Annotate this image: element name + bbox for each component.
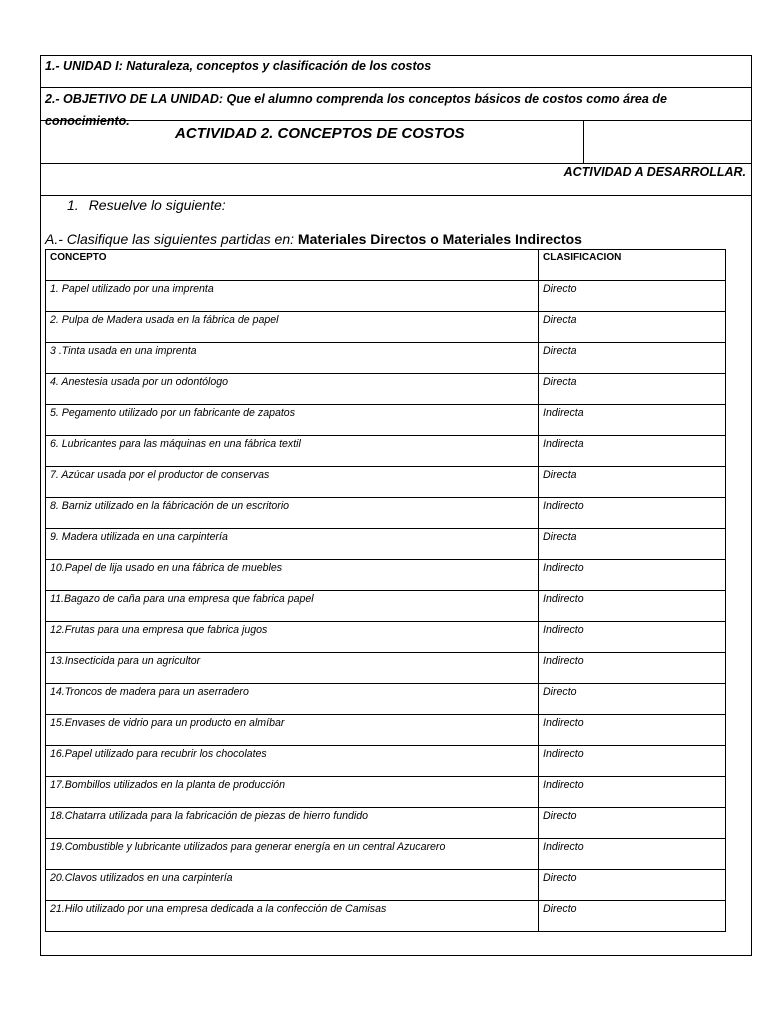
unit-title: 1.- UNIDAD I: Naturaleza, conceptos y clasificación de los costos bbox=[45, 59, 432, 73]
activity-label: ACTIVIDAD A DESARROLLAR. bbox=[563, 165, 746, 179]
concept-cell: 9. Madera utilizada en una carpintería bbox=[46, 529, 539, 560]
concept-cell: 1. Papel utilizado por una imprenta bbox=[46, 281, 539, 312]
table-row bbox=[46, 870, 726, 901]
table-row bbox=[46, 777, 726, 808]
classification-cell: Indirecto bbox=[539, 839, 726, 870]
classification-cell: Indirecto bbox=[539, 498, 726, 529]
concept-cell: 7. Azúcar usada por el productor de conservas bbox=[46, 467, 539, 498]
concept-cell: 12.Frutas para una empresa que fabrica jugos bbox=[46, 622, 539, 653]
table-row bbox=[46, 281, 726, 312]
classification-table bbox=[45, 249, 726, 932]
unit-row bbox=[40, 55, 752, 88]
table-row bbox=[46, 684, 726, 715]
concept-cell: 6. Lubricantes para las máquinas en una fábrica textil bbox=[46, 436, 539, 467]
classification-cell: Directa bbox=[539, 343, 726, 374]
table-row bbox=[46, 498, 726, 529]
concept-cell: 8. Barniz utilizado en la fábricación de un escritorio bbox=[46, 498, 539, 529]
table-row bbox=[46, 529, 726, 560]
classification-cell: Directo bbox=[539, 870, 726, 901]
concept-cell: 11.Bagazo de caña para una empresa que fabrica papel bbox=[46, 591, 539, 622]
objective-row bbox=[40, 88, 752, 128]
concept-cell: 20.Clavos utilizados en una carpintería bbox=[46, 870, 539, 901]
section-bold-text: Materiales Directos o Materiales Indirectos bbox=[297, 231, 582, 247]
classification-cell: Indirecto bbox=[539, 746, 726, 777]
table-row bbox=[46, 560, 726, 591]
classification-cell: Indirecto bbox=[539, 622, 726, 653]
concept-cell: 3 .Tinta usada en una imprenta bbox=[46, 343, 539, 374]
classification-cell: Indirecto bbox=[539, 560, 726, 591]
concept-cell: 16.Papel utilizado para recubrir los chocolates bbox=[46, 746, 539, 777]
classification-cell: Directo bbox=[539, 808, 726, 839]
concept-cell: 13.Insecticida para un agricultor bbox=[46, 653, 539, 684]
table-row bbox=[46, 467, 726, 498]
classification-cell: Directa bbox=[539, 467, 726, 498]
column-header-concepto: CONCEPTO bbox=[46, 250, 539, 281]
unit-objective: 2.- OBJETIVO DE LA UNIDAD: Que el alumno comprenda los conceptos básicos de costos como área de conocimiento. bbox=[45, 92, 667, 128]
section-heading bbox=[45, 231, 582, 247]
section-prefix: A.- Clasifique las siguientes partidas en: bbox=[45, 231, 298, 247]
table-row bbox=[46, 622, 726, 653]
table-row bbox=[46, 591, 726, 622]
table-row bbox=[46, 808, 726, 839]
classification-cell: Directa bbox=[539, 312, 726, 343]
instruction-text: Resuelve lo siguiente: bbox=[88, 197, 226, 213]
table-row bbox=[46, 839, 726, 870]
concept-cell: 4. Anestesia usada por un odontólogo bbox=[46, 374, 539, 405]
activity-label-row bbox=[40, 164, 752, 196]
classification-cell: Indirecto bbox=[539, 591, 726, 622]
table-row bbox=[46, 746, 726, 777]
table-row bbox=[46, 405, 726, 436]
table-row bbox=[46, 343, 726, 374]
table-row bbox=[46, 436, 726, 467]
concept-cell: 2. Pulpa de Madera usada en la fábrica de papel bbox=[46, 312, 539, 343]
activity-title: ACTIVIDAD 2. CONCEPTOS DE COSTOS bbox=[175, 125, 465, 142]
column-header-clasificacion: CLASIFICACION bbox=[539, 250, 726, 281]
cell-divider bbox=[583, 121, 584, 163]
concept-cell: 14.Troncos de madera para un aserradero bbox=[46, 684, 539, 715]
activity-title-row bbox=[40, 121, 752, 164]
concept-cell: 18.Chatarra utilizada para la fabricación de piezas de hierro fundido bbox=[46, 808, 539, 839]
classification-cell: Directo bbox=[539, 684, 726, 715]
concept-cell: 21.Hilo utilizado por una empresa dedicada a la confección de Camisas bbox=[46, 901, 539, 932]
concept-cell: 5. Pegamento utilizado por un fabricante de zapatos bbox=[46, 405, 539, 436]
classification-cell: Indirecto bbox=[539, 777, 726, 808]
classification-cell: Directa bbox=[539, 529, 726, 560]
table-row bbox=[46, 901, 726, 932]
table-row bbox=[46, 715, 726, 746]
table-row bbox=[46, 653, 726, 684]
table-row bbox=[46, 374, 726, 405]
classification-cell: Indirecta bbox=[539, 405, 726, 436]
classification-cell: Indirecto bbox=[539, 653, 726, 684]
concept-cell: 19.Combustible y lubricante utilizados para generar energía en un central Azucarero bbox=[46, 839, 539, 870]
table-header-row bbox=[46, 250, 726, 281]
table-row bbox=[46, 312, 726, 343]
classification-cell: Directo bbox=[539, 901, 726, 932]
classification-cell: Indirecta bbox=[539, 436, 726, 467]
classification-cell: Indirecto bbox=[539, 715, 726, 746]
concept-cell: 15.Envases de vidrio para un producto en almíbar bbox=[46, 715, 539, 746]
classification-cell: Directa bbox=[539, 374, 726, 405]
instruction-number: 1. bbox=[67, 197, 79, 213]
concept-cell: 17.Bombillos utilizados en la planta de producción bbox=[46, 777, 539, 808]
instruction-line bbox=[67, 197, 226, 213]
concept-cell: 10.Papel de lija usado en una fábrica de muebles bbox=[46, 560, 539, 591]
table-body bbox=[46, 281, 726, 932]
classification-cell: Directo bbox=[539, 281, 726, 312]
